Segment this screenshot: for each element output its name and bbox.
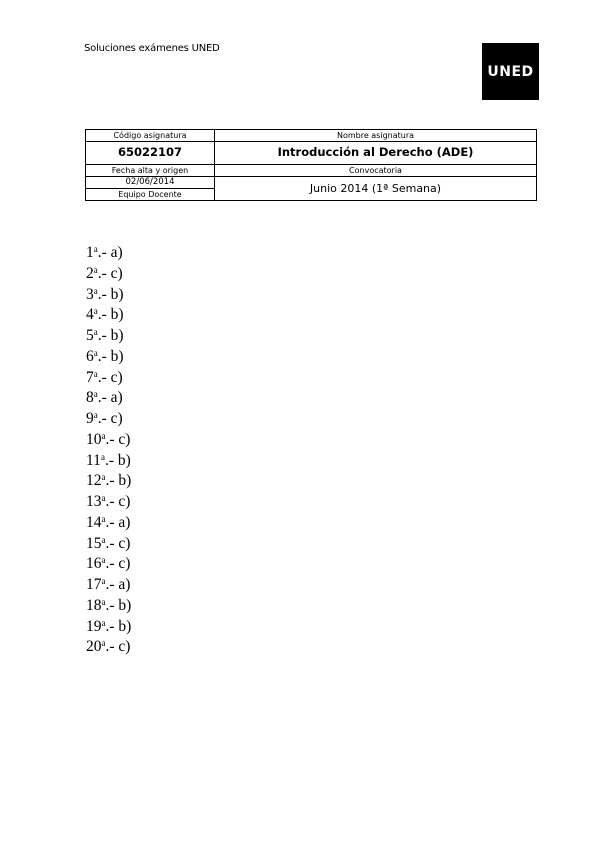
- answer-choice: .- c): [97, 368, 123, 386]
- subject-info-table: [85, 129, 537, 201]
- nombre-label: Nombre asignatura: [215, 130, 537, 142]
- answer-item: [86, 305, 131, 326]
- answer-item: [86, 388, 131, 409]
- answer-ordinal: a: [93, 347, 98, 358]
- answer-item: [86, 471, 131, 492]
- fecha-value: 02/06/2014: [86, 177, 215, 189]
- answer-number: 11: [86, 451, 101, 469]
- answer-choice: .- b): [97, 327, 124, 344]
- answer-choice: .- a): [105, 513, 131, 531]
- answer-ordinal: a: [93, 327, 98, 337]
- answers-list: [86, 243, 131, 658]
- answer-choice: .- b): [105, 617, 132, 635]
- convocatoria-value: Junio 2014 (1ª Semana): [215, 177, 537, 201]
- answer-ordinal: a: [93, 264, 98, 275]
- answer-number: 7: [86, 368, 94, 386]
- answer-ordinal: a: [93, 244, 98, 254]
- answer-choice: .- a): [97, 389, 123, 407]
- answer-number: 14: [86, 513, 102, 531]
- answer-ordinal: a: [101, 513, 106, 524]
- answer-item: [86, 264, 131, 285]
- answer-ordinal: a: [101, 638, 106, 649]
- equipo-label: Equipo Docente: [86, 189, 215, 201]
- answer-ordinal: a: [101, 576, 106, 586]
- uned-logo: [482, 43, 539, 100]
- answer-choice: .- b): [97, 285, 124, 303]
- answer-choice: .- b): [97, 347, 124, 365]
- answer-number: 3: [86, 285, 94, 303]
- answer-choice: .- c): [105, 493, 131, 510]
- answer-ordinal: a: [93, 368, 98, 379]
- answer-item: [86, 575, 131, 596]
- answer-number: 5: [86, 327, 94, 344]
- answer-item: [86, 637, 131, 658]
- answer-number: 1: [86, 244, 94, 261]
- answer-item: [86, 285, 131, 306]
- answer-item: [86, 368, 131, 389]
- answer-choice: .- c): [105, 638, 131, 656]
- answer-item: [86, 617, 131, 638]
- answer-item: [86, 326, 131, 347]
- answer-ordinal: a: [93, 285, 98, 296]
- answer-item: [86, 347, 131, 368]
- answer-item: [86, 409, 131, 430]
- answer-choice: .- c): [97, 410, 123, 427]
- answer-ordinal: a: [101, 493, 106, 503]
- answer-item: [86, 430, 131, 451]
- answer-ordinal: a: [101, 617, 106, 628]
- answer-choice: .- b): [104, 451, 131, 469]
- convocatoria-label: Convocatoria: [215, 165, 537, 177]
- answer-number: 4: [86, 306, 94, 324]
- answer-ordinal: a: [93, 410, 98, 420]
- answer-number: 2: [86, 264, 94, 282]
- answer-choice: .- c): [105, 430, 131, 448]
- answer-number: 18: [86, 596, 102, 614]
- answer-item: [86, 451, 131, 472]
- answer-item: [86, 554, 131, 575]
- answer-number: 8: [86, 389, 94, 407]
- answer-choice: .- c): [105, 555, 131, 573]
- fecha-label: Fecha alta y origen: [86, 165, 215, 177]
- answer-ordinal: a: [93, 306, 98, 317]
- answer-choice: .- c): [97, 264, 123, 282]
- answer-choice: .- b): [105, 472, 132, 490]
- answer-number: 17: [86, 576, 102, 593]
- answer-item: [86, 596, 131, 617]
- codigo-label: Código asignatura: [86, 130, 215, 142]
- answer-number: 9: [86, 410, 94, 427]
- answer-item: [86, 534, 131, 555]
- answer-number: 6: [86, 347, 94, 365]
- answer-number: 12: [86, 472, 102, 490]
- nombre-value: Introducción al Derecho (ADE): [215, 142, 537, 165]
- page-header-source: Soluciones exámenes UNED: [84, 43, 220, 54]
- answer-ordinal: a: [101, 555, 106, 566]
- answer-item: [86, 243, 131, 264]
- answer-number: 15: [86, 534, 102, 552]
- answer-ordinal: a: [101, 596, 106, 607]
- answer-item: [86, 513, 131, 534]
- answer-number: 16: [86, 555, 102, 573]
- answer-choice: .- a): [97, 244, 123, 261]
- answer-choice: .- b): [97, 306, 124, 324]
- answer-ordinal: a: [101, 430, 106, 441]
- answer-number: 20: [86, 638, 102, 656]
- answer-ordinal: a: [93, 389, 98, 400]
- answer-choice: .- a): [105, 576, 131, 593]
- answer-ordinal: a: [101, 534, 106, 545]
- answer-ordinal: a: [101, 472, 106, 483]
- answer-number: 13: [86, 493, 102, 510]
- answer-choice: .- b): [105, 596, 132, 614]
- answer-number: 19: [86, 617, 102, 635]
- codigo-value: 65022107: [86, 142, 215, 165]
- answer-item: [86, 492, 131, 513]
- answer-choice: .- c): [105, 534, 131, 552]
- answer-number: 10: [86, 430, 102, 448]
- answer-ordinal: a: [100, 451, 105, 462]
- logo-text: UNED: [487, 63, 534, 80]
